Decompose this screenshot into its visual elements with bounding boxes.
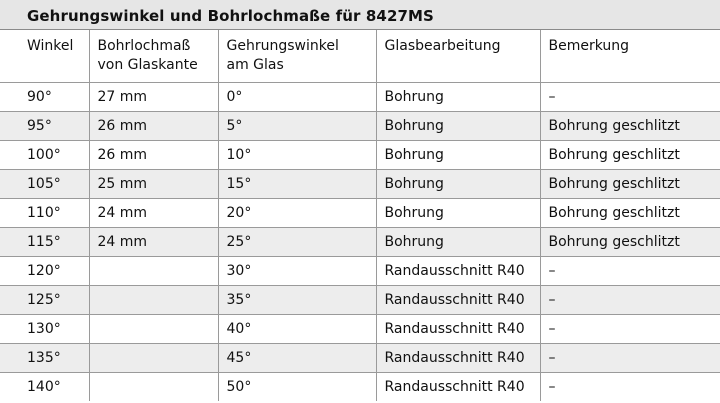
table-row bbox=[0, 285, 720, 314]
cell-glasbearbeitung: Randausschnitt R40 bbox=[376, 285, 540, 314]
cell-gehrungswinkel: 45° bbox=[218, 343, 376, 372]
table-row bbox=[0, 111, 720, 140]
cell-glasbearbeitung: Bohrung bbox=[376, 82, 540, 111]
cell-bemerkung: – bbox=[540, 372, 720, 401]
table-row bbox=[0, 140, 720, 169]
cell-gehrungswinkel: 15° bbox=[218, 169, 376, 198]
header-glasbearbeitung-label: Glasbearbeitung bbox=[384, 38, 501, 54]
cell-winkel: 105° bbox=[0, 169, 89, 198]
cell-glasbearbeitung: Bohrung bbox=[376, 140, 540, 169]
cell-glasbearbeitung: Bohrung bbox=[376, 198, 540, 227]
cell-bohrlochmass bbox=[89, 314, 218, 343]
cell-glasbearbeitung: Randausschnitt R40 bbox=[376, 314, 540, 343]
cell-bohrlochmass: 24 mm bbox=[89, 227, 218, 256]
cell-bohrlochmass: 27 mm bbox=[89, 82, 218, 111]
table-row bbox=[0, 256, 720, 285]
header-glasbearbeitung bbox=[376, 30, 540, 82]
header-winkel bbox=[0, 30, 89, 82]
cell-gehrungswinkel: 20° bbox=[218, 198, 376, 227]
cell-bohrlochmass: 26 mm bbox=[89, 111, 218, 140]
cell-bemerkung: Bohrung geschlitzt bbox=[540, 111, 720, 140]
table-row bbox=[0, 227, 720, 256]
cell-winkel: 95° bbox=[0, 111, 89, 140]
table-row bbox=[0, 343, 720, 372]
cell-bohrlochmass: 25 mm bbox=[89, 169, 218, 198]
header-bohrlochmass-line1: Bohrlochmaß bbox=[97, 38, 191, 54]
table-row bbox=[0, 169, 720, 198]
cell-glasbearbeitung: Randausschnitt R40 bbox=[376, 256, 540, 285]
cell-glasbearbeitung: Bohrung bbox=[376, 111, 540, 140]
cell-bemerkung: – bbox=[540, 256, 720, 285]
cell-bohrlochmass: 26 mm bbox=[89, 140, 218, 169]
cell-winkel: 125° bbox=[0, 285, 89, 314]
table-row bbox=[0, 372, 720, 401]
cell-bemerkung: – bbox=[540, 343, 720, 372]
header-gehrungswinkel-line1: Gehrungswinkel bbox=[226, 38, 339, 54]
cell-gehrungswinkel: 35° bbox=[218, 285, 376, 314]
cell-bohrlochmass bbox=[89, 372, 218, 401]
cell-gehrungswinkel: 50° bbox=[218, 372, 376, 401]
cell-bemerkung: – bbox=[540, 314, 720, 343]
cell-bemerkung: – bbox=[540, 285, 720, 314]
cell-winkel: 135° bbox=[0, 343, 89, 372]
cell-bemerkung: Bohrung geschlitzt bbox=[540, 140, 720, 169]
header-winkel-label: Winkel bbox=[27, 38, 74, 54]
cell-winkel: 110° bbox=[0, 198, 89, 227]
cell-gehrungswinkel: 10° bbox=[218, 140, 376, 169]
cell-gehrungswinkel: 0° bbox=[218, 82, 376, 111]
header-bohrlochmass-line2: von Glaskante bbox=[97, 57, 198, 73]
table-row bbox=[0, 82, 720, 111]
cell-bohrlochmass bbox=[89, 256, 218, 285]
header-gehrungswinkel bbox=[218, 30, 376, 82]
header-bohrlochmass bbox=[89, 30, 218, 82]
cell-glasbearbeitung: Bohrung bbox=[376, 169, 540, 198]
cell-winkel: 130° bbox=[0, 314, 89, 343]
table-title: Gehrungswinkel und Bohrlochmaße für 8427MS bbox=[27, 7, 434, 25]
cell-glasbearbeitung: Randausschnitt R40 bbox=[376, 372, 540, 401]
cell-bemerkung: – bbox=[540, 82, 720, 111]
cell-bohrlochmass: 24 mm bbox=[89, 198, 218, 227]
header-bemerkung-label: Bemerkung bbox=[548, 38, 630, 54]
cell-winkel: 120° bbox=[0, 256, 89, 285]
header-bemerkung bbox=[540, 30, 720, 82]
cell-glasbearbeitung: Bohrung bbox=[376, 227, 540, 256]
header-gehrungswinkel-line2: am Glas bbox=[226, 57, 284, 73]
cell-gehrungswinkel: 25° bbox=[218, 227, 376, 256]
cell-bohrlochmass bbox=[89, 285, 218, 314]
table-body bbox=[0, 30, 720, 401]
cell-gehrungswinkel: 5° bbox=[218, 111, 376, 140]
table-row bbox=[0, 198, 720, 227]
title-bar bbox=[0, 0, 720, 30]
miter-angle-table bbox=[0, 30, 720, 401]
cell-gehrungswinkel: 30° bbox=[218, 256, 376, 285]
cell-winkel: 90° bbox=[0, 82, 89, 111]
cell-gehrungswinkel: 40° bbox=[218, 314, 376, 343]
cell-winkel: 140° bbox=[0, 372, 89, 401]
cell-bohrlochmass bbox=[89, 343, 218, 372]
table-header-row bbox=[0, 30, 720, 82]
cell-winkel: 100° bbox=[0, 140, 89, 169]
table-row bbox=[0, 314, 720, 343]
cell-glasbearbeitung: Randausschnitt R40 bbox=[376, 343, 540, 372]
cell-bemerkung: Bohrung geschlitzt bbox=[540, 227, 720, 256]
cell-bemerkung: Bohrung geschlitzt bbox=[540, 198, 720, 227]
cell-bemerkung: Bohrung geschlitzt bbox=[540, 169, 720, 198]
cell-winkel: 115° bbox=[0, 227, 89, 256]
